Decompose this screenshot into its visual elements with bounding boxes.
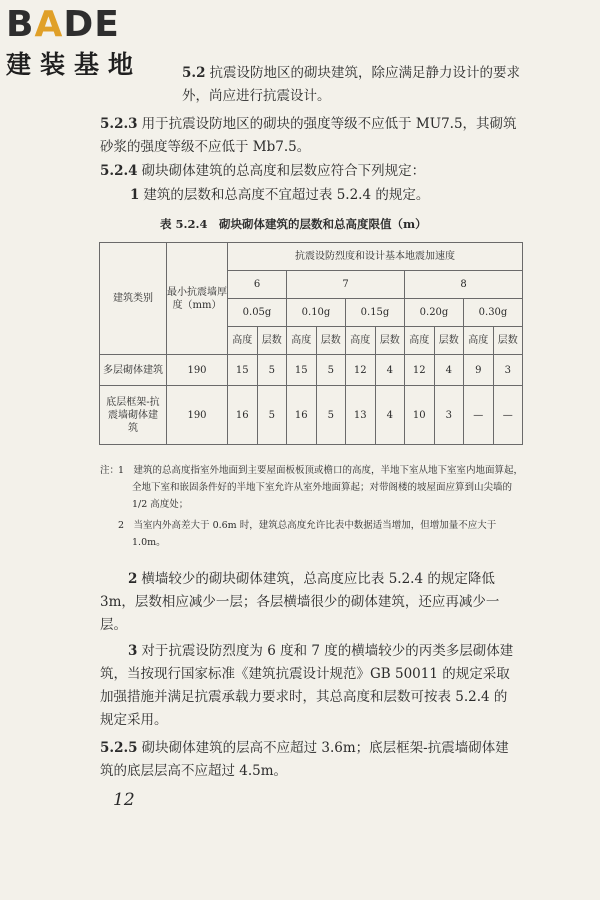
notes-label: 注： bbox=[100, 465, 120, 476]
cell: 15 bbox=[287, 355, 317, 386]
logo-brand: BADE bbox=[6, 4, 120, 45]
subheader-floors: 层数 bbox=[493, 327, 523, 355]
accel-015: 0.15g bbox=[346, 299, 405, 327]
cell: — bbox=[493, 386, 523, 445]
row-min-wall: 190 bbox=[167, 355, 228, 386]
table-row bbox=[100, 355, 523, 386]
cell: 12 bbox=[405, 355, 435, 386]
row-type: 底层框架-抗震墙砌体建筑 bbox=[100, 386, 167, 445]
subheader-floors: 层数 bbox=[375, 327, 405, 355]
subheader-floors: 层数 bbox=[316, 327, 346, 355]
cell: 16 bbox=[287, 386, 317, 445]
accel-005: 0.05g bbox=[228, 299, 287, 327]
cell: 5 bbox=[257, 355, 287, 386]
header-building-type: 建筑类别 bbox=[100, 243, 167, 355]
note-1: 1 建筑的总高度指室外地面到主要屋面板板顶或檐口的高度，半地下室从地下室室内地面算起，全地下室和嵌固条件好的半地下室允许从室外地面算起；对带阁楼的坡屋面应算到山尖墙的 1/2 高度处； bbox=[118, 465, 524, 510]
cell: 16 bbox=[228, 386, 258, 445]
height-limit-table bbox=[99, 242, 523, 445]
table-notes bbox=[100, 462, 528, 551]
cell: 4 bbox=[434, 355, 464, 386]
subheader-height: 高度 bbox=[405, 327, 435, 355]
cell: 13 bbox=[346, 386, 376, 445]
logo-subtitle: 建装基地 bbox=[6, 50, 143, 79]
cell: 4 bbox=[375, 386, 405, 445]
accel-010: 0.10g bbox=[287, 299, 346, 327]
header-min-wall: 最小抗震墙厚度（mm） bbox=[167, 243, 228, 355]
subheader-floors: 层数 bbox=[434, 327, 464, 355]
paragraph-5-2-4: 5.2.4 砌块砌体建筑的总高度和层数应符合下列规定： bbox=[100, 163, 426, 179]
accel-030: 0.30g bbox=[464, 299, 523, 327]
cell: 3 bbox=[434, 386, 464, 445]
header-intensity: 抗震设防烈度和设计基本地震加速度 bbox=[228, 243, 523, 271]
subheader-floors: 层数 bbox=[257, 327, 287, 355]
paragraph-item-2: 2 横墙较少的砌块砌体建筑，总高度应比表 5.2.4 的规定降低 3m，层数相应减少一层；各层横墙很少的砌体建筑，还应再减少一层。 bbox=[100, 571, 500, 633]
row-min-wall: 190 bbox=[167, 386, 228, 445]
cell: 9 bbox=[464, 355, 494, 386]
cell: 12 bbox=[346, 355, 376, 386]
table-row bbox=[100, 386, 523, 445]
cell: 4 bbox=[375, 355, 405, 386]
subheader-height: 高度 bbox=[287, 327, 317, 355]
intensity-6: 6 bbox=[228, 271, 287, 299]
intensity-8: 8 bbox=[405, 271, 523, 299]
accel-020: 0.20g bbox=[405, 299, 464, 327]
intensity-7: 7 bbox=[287, 271, 405, 299]
paragraph-5-2-5: 5.2.5 砌块砌体建筑的层高不应超过 3.6m；底层框架-抗震墙砌体建筑的底层层高不应超过 4.5m。 bbox=[100, 740, 509, 779]
subheader-height: 高度 bbox=[346, 327, 376, 355]
paragraph-5-2: 5.2 抗震设防地区的砌块建筑，除应满足静力设计的要求外，尚应进行抗震设计。 bbox=[182, 65, 520, 104]
cell: — bbox=[464, 386, 494, 445]
subheader-height: 高度 bbox=[464, 327, 494, 355]
cell: 5 bbox=[316, 355, 346, 386]
cell: 5 bbox=[316, 386, 346, 445]
note-2: 2 当室内外高差大于 0.6m 时，建筑总高度允许比表中数据适当增加，但增加量不应大于 1.0m。 bbox=[118, 520, 497, 548]
cell: 3 bbox=[493, 355, 523, 386]
paragraph-5-2-3: 5.2.3 用于抗震设防地区的砌块的强度等级不应低于 MU7.5，其砌筑砂浆的强度等级不应低于 Mb7.5。 bbox=[100, 116, 517, 155]
paragraph-item-3: 3 对于抗震设防烈度为 6 度和 7 度的横墙较少的丙类多层砌体建筑，当按现行国家标准《建筑抗震设计规范》GB 50011 的规定采取加强措施并满足抗震承载力要求时，其总高度和层数可按表 5.2.4 的规定采用。 bbox=[100, 643, 514, 728]
cell: 10 bbox=[405, 386, 435, 445]
cell: 15 bbox=[228, 355, 258, 386]
cell: 5 bbox=[257, 386, 287, 445]
row-type: 多层砌体建筑 bbox=[100, 355, 167, 386]
paragraph-item-1: 1 建筑的层数和总高度不宜超过表 5.2.4 的规定。 bbox=[130, 187, 430, 203]
page-number: 12 bbox=[113, 790, 135, 810]
table-caption: 表 5.2.4 砌块砌体建筑的层数和总高度限值（m） bbox=[160, 217, 427, 231]
subheader-height: 高度 bbox=[228, 327, 258, 355]
